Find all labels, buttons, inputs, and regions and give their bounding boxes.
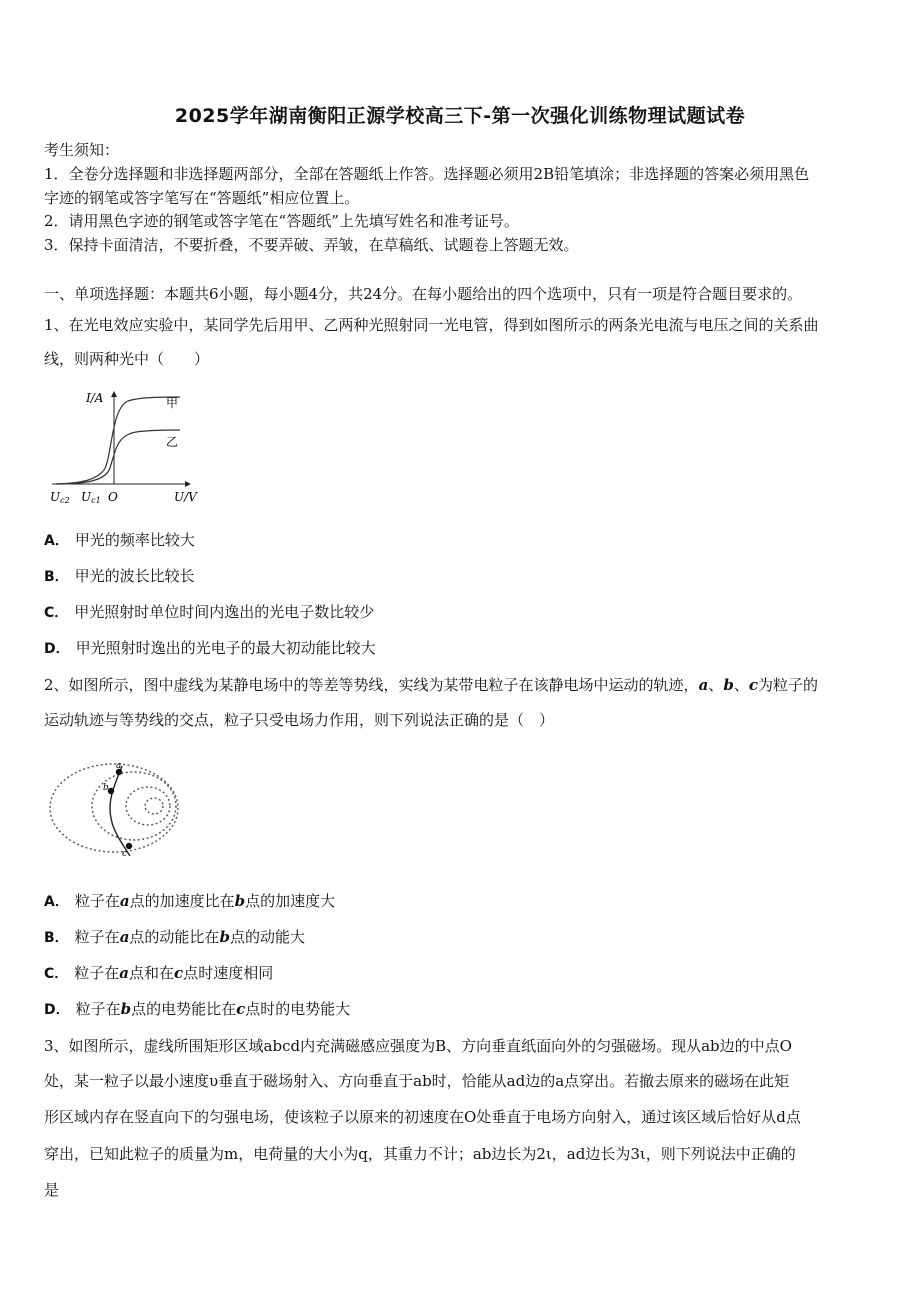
point-a-label: a [116,761,122,771]
q2-option-d[interactable]: D． 粒子在b点的电势能比在c点时的电势能大 [44,1000,351,1018]
notice-heading: 考生须知： [44,141,120,159]
point-b-label: b [103,783,109,793]
equipotential-line-inner [126,787,170,825]
equipotential-line-core [145,798,163,814]
question-3-stem: 穿出，已知此粒子的质量为m，电荷量的大小为q，其重力不计；ab边长为2ι，ad边长为3ι，则下列说法中正确的 [44,1145,796,1163]
q1-option-a[interactable]: A． 甲光的频率比较大 [44,531,195,549]
question-1-stem: 1、在光电效应实验中，某同学先后用甲、乙两种光照射同一光电管，得到如图所示的两条光电流与电压之间的关系曲 [44,316,819,334]
page-title: 2025学年湖南衡阳正源学校高三下-第一次强化训练物理试题试卷 [174,105,746,127]
question-3-stem: 形区域内存在竖直向下的匀强电场，使该粒子以原来的初速度在O处垂直于电场方向射入，通过该区域后恰好从d点 [44,1108,801,1126]
equipotential-figure [44,756,184,866]
curve-yi [56,430,180,484]
point-c-label: c [122,849,128,859]
question-3-stem: 是 [44,1181,60,1199]
notice-item: 2．请用黑色字迹的钢笔或答字笔在“答题纸”上先填写姓名和准考证号。 [44,212,519,230]
q2-option-c[interactable]: C． 粒子在a点和在c点时速度相同 [44,964,274,982]
curve-yi-label: 乙 [166,435,179,449]
y-axis-label: I/A [86,391,104,405]
q1-option-c[interactable]: C． 甲光照射时单位时间内逸出的光电子数比较少 [44,603,375,621]
photocurrent-graph [48,388,218,508]
question-2-stem: 运动轨迹与等势线的交点，粒子只受电场力作用，则下列说法正确的是（ ） [44,711,555,729]
curve-jia-label: 甲 [166,396,179,410]
question-3-stem: 处，某一粒子以最小速度υ垂直于磁场射入、方向垂直于ab时，恰能从ad边的a点穿出。若撤去原来的磁场在此矩 [44,1072,790,1090]
q2-option-a[interactable]: A． 粒子在a点的加速度比在b点的加速度大 [44,892,336,910]
equipotential-line-outer [50,764,178,852]
section-heading: 一、单项选择题：本题共6小题，每小题4分，共24分。在每小题给出的四个选项中，只有一项是符合题目要求的。 [44,285,803,303]
uc2-label: Uc2 [50,490,70,505]
q1-option-b[interactable]: B． 甲光的波长比较长 [44,567,195,585]
origin-label: O [108,490,118,504]
notice-item: 3．保持卡面清洁，不要折叠，不要弄破、弄皱，在草稿纸、试题卷上答题无效。 [44,236,579,254]
q1-option-d[interactable]: D． 甲光照射时逸出的光电子的最大初动能比较大 [44,639,376,657]
notice-item: 字迹的钢笔或答字笔写在“答题纸”相应位置上。 [44,189,360,207]
q2-option-b[interactable]: B． 粒子在a点的动能比在b点的动能大 [44,928,305,946]
uc1-label: Uc1 [81,490,101,505]
curve-jia [56,397,180,484]
notice-item: 1．全卷分选择题和非选择题两部分，全部在答题纸上作答。选择题必须用2B铅笔填涂；非选择题的答案必须用黑色 [44,165,810,183]
x-axis-label: U/V [174,490,197,504]
question-2-stem: 2、如图所示，图中虚线为某静电场中的等差等势线，实线为某带电粒子在该静电场中运动的轨迹，a、b、c为粒子的 [44,676,818,694]
question-1-stem: 线，则两种光中（ ） [44,350,210,368]
question-3-stem: 3、如图所示，虚线所围矩形区域abcd内充满磁感应强度为B、方向垂直纸面向外的匀强磁场。现从ab边的中点O [44,1037,792,1055]
